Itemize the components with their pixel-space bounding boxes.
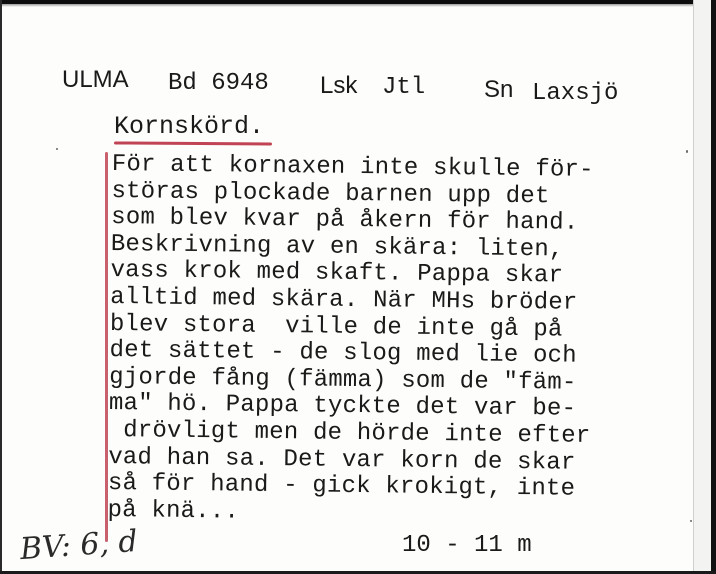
parish-label: Sn (484, 76, 514, 103)
card-title: Kornskörd. (114, 112, 265, 141)
body-line: vad han sa. Det var korn de skar (108, 443, 576, 477)
archive-code: ULMA (62, 66, 129, 93)
county-code: Jtl (382, 74, 426, 101)
province-code: Lsk (320, 72, 358, 99)
parish-name: Laxsjö (532, 80, 619, 107)
body-line: det sättet - de slog med lie och (109, 337, 577, 370)
scan-speck (690, 520, 692, 522)
scan-speck (56, 148, 58, 150)
body-line: Beskrivning av en skära: liten, (110, 230, 564, 264)
body-line: så för hand - gick krokigt, inte (107, 470, 576, 503)
body-line: För att kornaxen inte skulle för- (111, 151, 594, 184)
body-line: drövligt men de hörde inte efter (108, 416, 591, 450)
page-range: 10 - 11 m (402, 532, 532, 559)
body-line: på knä... (107, 496, 240, 526)
body-line: som blev kvar på åkern för hand. (111, 204, 579, 237)
scan-left-edge (0, 0, 2, 574)
handwritten-classification: BV: 6, d (18, 523, 139, 568)
body-line: alltid med skära. När MHs bröder (110, 283, 578, 317)
body-line: blev stora ville de inte gå på (109, 310, 563, 344)
scan-top-shadow (0, 4, 716, 7)
body-text (107, 152, 672, 531)
title-underline (114, 141, 272, 145)
body-line: gjorde fång (fämma) som de "fäm- (109, 363, 577, 397)
body-line: ma" hö. Pappa tyckte det var be- (108, 390, 577, 424)
body-line: vass krok med skaft. Pappa skar (110, 257, 564, 290)
reference-number: Bd 6948 (168, 70, 269, 97)
scan-speck (686, 150, 688, 153)
scan-right-dark-edge (711, 0, 716, 574)
body-line: störas plockade barnen upp det (111, 177, 550, 210)
